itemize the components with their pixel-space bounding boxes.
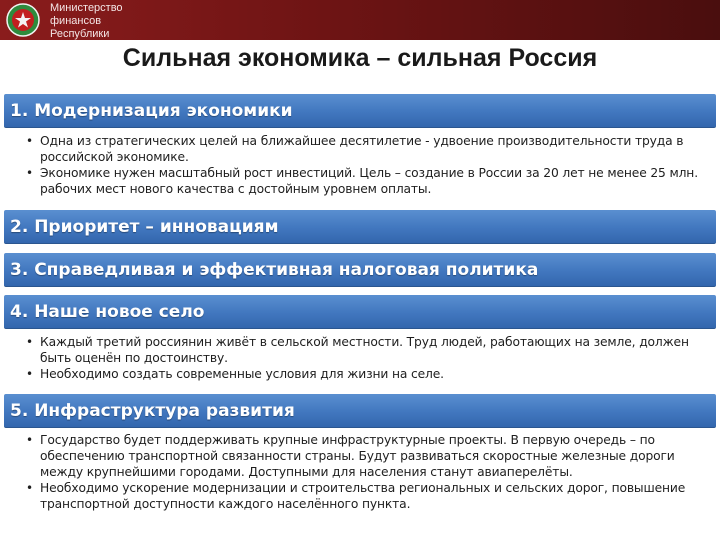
section-heading-tax-policy: 3. Справедливая и эффективная налоговая политика <box>4 253 716 287</box>
section-heading-modernization: 1. Модернизация экономики <box>4 94 716 128</box>
bullet-text: Одна из стратегических целей на ближайшее десятилетие - удвоение производительности труда в российской экономике. <box>40 134 684 164</box>
section-heading-innovation: 2. Приоритет – инновациям <box>4 210 716 244</box>
bullet-text: Необходимо ускорение модернизации и строительства региональных и сельских дорог, повышение транспортной доступности каждого населённого пункта. <box>40 481 686 511</box>
section-body-village <box>24 334 714 382</box>
bullet-item: • Каждый третий россиянин живёт в сельской местности. Труд людей, работающих на земле, должен быть оценён по достоинству. <box>26 335 689 365</box>
bullet-item: • Одна из стратегических целей на ближайшее десятилетие - удвоение производительности труда в российской экономике. <box>26 134 684 164</box>
bullet-text: Каждый третий россиянин живёт в сельской местности. Труд людей, работающих на земле, должен быть оценён по достоинству. <box>40 335 689 365</box>
bullet-item: • Экономике нужен масштабный рост инвестиций. Цель – создание в России за 20 лет не менее 25 млн. рабочих мест нового качества с достойным уровнем оплаты. <box>26 166 698 196</box>
section-body-modernization <box>24 133 714 197</box>
section-heading-infrastructure: 5. Инфраструктура развития <box>4 394 716 428</box>
ministry-line: Республики <box>50 28 110 40</box>
bullet-text: Государство будет поддерживать крупные инфраструктурные проекты. В первую очередь – по обеспечению транспортной связанности страны. Будут развиваться скоростные железные дороги между крупнейшими городами. Доступными для населения станут авиаперелёты. <box>40 433 675 479</box>
section-body-infrastructure <box>24 432 714 512</box>
tatarstan-emblem-icon <box>6 3 40 37</box>
bullet-text: Экономике нужен масштабный рост инвестиций. Цель – создание в России за 20 лет не менее 25 млн. рабочих мест нового качества с достойным уровнем оплаты. <box>40 166 698 196</box>
page-title: Сильная экономика – сильная Россия <box>122 44 598 72</box>
section-heading-village: 4. Наше новое село <box>4 295 716 329</box>
bullet-item: • Государство будет поддерживать крупные инфраструктурные проекты. В первую очередь – по обеспечению транспортной связанности страны. Будут развиваться скоростные железные дороги между крупнейшими городами. Доступными для населения станут авиаперелёты. <box>26 433 675 479</box>
ministry-line: финансов <box>50 15 102 27</box>
ministry-line: Министерство <box>50 2 123 14</box>
ministry-name <box>50 2 160 41</box>
bullet-item: • Необходимо ускорение модернизации и строительства региональных и сельских дорог, повышение транспортной доступности каждого населённого пункта. <box>26 481 686 511</box>
bullet-text: Необходимо создать современные условия для жизни на селе. <box>40 367 444 381</box>
bullet-item: • Необходимо создать современные условия для жизни на селе. <box>26 367 444 381</box>
